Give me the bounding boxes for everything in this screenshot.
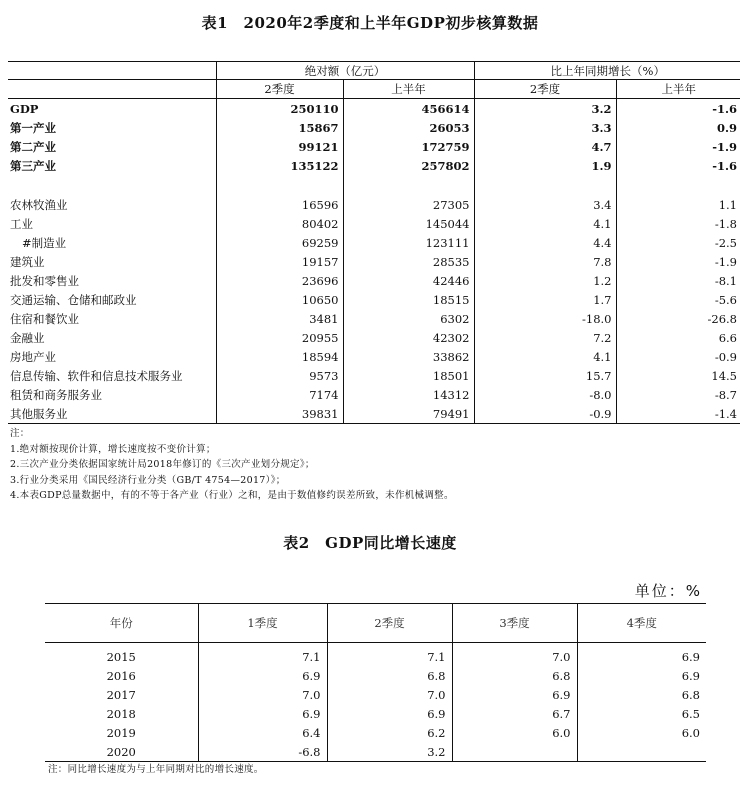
cell-h1-abs: 18515 — [343, 290, 474, 309]
table2-note: 注：同比增长速度为与上年同期对比的增长速度。 — [48, 764, 264, 775]
row-name: GDP — [10, 101, 39, 116]
cell-h1-abs: 123111 — [343, 233, 474, 252]
cell-q3: 6.9 — [452, 685, 577, 704]
table-row — [8, 347, 740, 366]
cell-q2-abs: 3481 — [216, 309, 343, 328]
cell-q1: 7.1 — [198, 643, 327, 667]
cell-q2-growth: 4.1 — [474, 347, 616, 366]
header-q3: 3季度 — [452, 604, 577, 643]
header-q1: 1季度 — [198, 604, 327, 643]
note-line: 1.绝对额按现价计算，增长速度按不变价计算； — [10, 443, 216, 455]
table-row — [8, 137, 740, 156]
cell-q1: 6.4 — [198, 723, 327, 742]
cell-year: 2016 — [106, 668, 136, 683]
cell-q2-growth: 3.4 — [474, 195, 616, 214]
table-row — [8, 252, 740, 271]
cell-h1-growth: -1.6 — [616, 156, 740, 175]
cell-h1-abs: 26053 — [343, 118, 474, 137]
table-row — [8, 328, 740, 347]
table1-header-group-row — [8, 62, 740, 80]
header-absolute-value: 绝对额（亿元） — [216, 62, 474, 80]
cell-h1-abs: 33862 — [343, 347, 474, 366]
cell-q1: 7.0 — [198, 685, 327, 704]
cell-q2: 3.2 — [327, 742, 452, 762]
cell-q1: 6.9 — [198, 704, 327, 723]
cell-q2-growth: 3.3 — [474, 118, 616, 137]
cell-q2-growth: 4.7 — [474, 137, 616, 156]
cell-q2-abs: 80402 — [216, 214, 343, 233]
cell-q2-growth: -18.0 — [474, 309, 616, 328]
cell-q4: 6.9 — [577, 643, 706, 667]
cell-h1-abs: 6302 — [343, 309, 474, 328]
cell-q4 — [577, 742, 706, 762]
cell-q2-abs: 9573 — [216, 366, 343, 385]
cell-h1-growth: -5.6 — [616, 290, 740, 309]
cell-h1-abs: 145044 — [343, 214, 474, 233]
cell-q2-growth: 4.4 — [474, 233, 616, 252]
row-name: 交通运输、仓储和邮政业 — [10, 292, 137, 307]
cell-q3 — [452, 742, 577, 762]
cell-q2-growth: 15.7 — [474, 366, 616, 385]
row-name: 其他服务业 — [8, 404, 216, 424]
cell-q2-abs: 250110 — [216, 99, 343, 119]
table-row — [8, 118, 740, 137]
table-row — [8, 214, 740, 233]
cell-year: 2020 — [45, 742, 198, 762]
subheader-h1-growth: 上半年 — [616, 80, 740, 99]
row-name: 金融业 — [10, 330, 45, 345]
row-name: 住宿和餐饮业 — [10, 311, 79, 326]
cell-h1-growth: -26.8 — [616, 309, 740, 328]
note-line: 3.行业分类采用《国民经济行业分类（GB/T 4754—2017）》； — [10, 474, 286, 486]
cell-h1-growth: -1.9 — [616, 137, 740, 156]
cell-h1-growth: 6.6 — [616, 328, 740, 347]
cell-q2-abs: 69259 — [216, 233, 343, 252]
cell-h1-growth: -1.9 — [616, 252, 740, 271]
table1-subheader-row — [8, 80, 740, 99]
row-name: 第二产业 — [10, 139, 56, 154]
cell-h1-growth: 1.1 — [616, 195, 740, 214]
cell-q2-growth: 1.9 — [474, 156, 616, 175]
unit-label: 单位：% — [634, 582, 702, 600]
header-q2: 2季度 — [327, 604, 452, 643]
cell-q1: -6.8 — [198, 742, 327, 762]
subheader-q2-growth: 2季度 — [474, 80, 616, 99]
cell-q3: 6.7 — [452, 704, 577, 723]
table-row — [8, 99, 740, 119]
cell-q4: 6.8 — [577, 685, 706, 704]
header-yoy-growth: 比上年同期增长（%） — [474, 62, 740, 80]
cell-q2-growth: 7.2 — [474, 328, 616, 347]
cell-h1-abs: 14312 — [343, 385, 474, 404]
table-row — [45, 723, 706, 742]
row-name: 第一产业 — [10, 120, 56, 135]
cell-h1-growth: -2.5 — [616, 233, 740, 252]
gdp-growth-table — [45, 603, 706, 762]
cell-q3: 6.0 — [452, 723, 577, 742]
cell-h1-abs: 27305 — [343, 195, 474, 214]
spacer-row — [8, 175, 740, 195]
cell-q2: 7.1 — [327, 643, 452, 667]
cell-q4: 6.5 — [577, 704, 706, 723]
cell-q2-abs: 39831 — [216, 404, 343, 424]
cell-year: 2017 — [106, 687, 136, 702]
cell-q2: 6.9 — [327, 704, 452, 723]
cell-h1-growth: -8.1 — [616, 271, 740, 290]
cell-q2-abs: 20955 — [216, 328, 343, 347]
cell-q3: 6.8 — [452, 666, 577, 685]
table-row — [45, 742, 706, 762]
cell-q2-abs: 99121 — [216, 137, 343, 156]
cell-q2-abs: 18594 — [216, 347, 343, 366]
cell-q2: 6.8 — [327, 666, 452, 685]
table-row — [8, 404, 740, 424]
cell-q2: 6.2 — [327, 723, 452, 742]
row-name: 房地产业 — [10, 349, 56, 364]
cell-q2-abs: 16596 — [216, 195, 343, 214]
cell-q1: 6.9 — [198, 666, 327, 685]
table-row — [8, 290, 740, 309]
row-name: 批发和零售业 — [10, 273, 79, 288]
cell-q2-abs: 15867 — [216, 118, 343, 137]
cell-h1-abs: 18501 — [343, 366, 474, 385]
table-row — [45, 666, 706, 685]
table2-title: 表2 GDP同比增长速度 — [283, 534, 457, 552]
cell-q2-abs: 23696 — [216, 271, 343, 290]
cell-q2-growth: -0.9 — [474, 404, 616, 424]
cell-year: 2019 — [106, 725, 136, 740]
note-line: 4.本表GDP总量数据中，有的不等于各产业（行业）之和，是由于数值修约误差所致，未作机械调整。 — [10, 490, 454, 501]
gdp-accounting-table — [8, 61, 740, 424]
cell-h1-growth: -0.9 — [616, 347, 740, 366]
cell-h1-abs: 257802 — [343, 156, 474, 175]
table-row — [45, 643, 706, 667]
cell-h1-abs: 79491 — [343, 404, 474, 424]
cell-year: 2018 — [106, 706, 136, 721]
cell-q2: 7.0 — [327, 685, 452, 704]
table-row — [8, 156, 740, 175]
cell-h1-abs: 42302 — [343, 328, 474, 347]
row-name: 工业 — [10, 216, 33, 231]
table1-notes — [10, 426, 454, 504]
row-name: 第三产业 — [10, 158, 56, 173]
cell-q4: 6.0 — [577, 723, 706, 742]
subheader-h1-abs: 上半年 — [343, 80, 474, 99]
subheader-q2-abs: 2季度 — [216, 80, 343, 99]
cell-h1-abs: 28535 — [343, 252, 474, 271]
cell-q2-abs: 19157 — [216, 252, 343, 271]
row-name: #制造业 — [22, 235, 67, 250]
cell-q2-abs: 135122 — [216, 156, 343, 175]
cell-h1-growth: -1.6 — [616, 99, 740, 119]
cell-h1-growth: 14.5 — [616, 366, 740, 385]
cell-h1-abs: 42446 — [343, 271, 474, 290]
table1-subheader-corner — [8, 80, 216, 99]
table1-title: 表1 2020年2季度和上半年GDP初步核算数据 — [201, 14, 539, 32]
cell-q3: 7.0 — [452, 643, 577, 667]
row-name: 农林牧渔业 — [10, 197, 68, 212]
cell-q2-growth: 1.2 — [474, 271, 616, 290]
table-row — [8, 233, 740, 252]
table-row — [8, 309, 740, 328]
cell-h1-abs: 456614 — [343, 99, 474, 119]
cell-h1-abs: 172759 — [343, 137, 474, 156]
cell-h1-growth: -1.8 — [616, 214, 740, 233]
table1-header-corner — [8, 62, 216, 80]
cell-h1-growth: -1.4 — [616, 404, 740, 424]
cell-h1-growth: 0.9 — [616, 118, 740, 137]
table-row — [8, 195, 740, 214]
note-heading: 注： — [10, 428, 30, 439]
table-row — [8, 385, 740, 404]
cell-q2-growth: -8.0 — [474, 385, 616, 404]
cell-q2-growth: 4.1 — [474, 214, 616, 233]
table-row — [45, 704, 706, 723]
header-q4: 4季度 — [577, 604, 706, 643]
table-row — [8, 366, 740, 385]
cell-q2-abs: 7174 — [216, 385, 343, 404]
row-name: 建筑业 — [10, 254, 45, 269]
row-name: 信息传输、软件和信息技术服务业 — [10, 368, 183, 383]
cell-q2-growth: 3.2 — [474, 99, 616, 119]
note-line: 2.三次产业分类依据国家统计局2018年修订的《三次产业划分规定》； — [10, 459, 315, 470]
cell-h1-growth: -8.7 — [616, 385, 740, 404]
table-row — [45, 685, 706, 704]
table2-header-row — [45, 604, 706, 643]
table-row — [8, 271, 740, 290]
cell-q2-growth: 7.8 — [474, 252, 616, 271]
header-year: 年份 — [45, 604, 198, 643]
row-name: 租赁和商务服务业 — [10, 387, 102, 402]
cell-q4: 6.9 — [577, 666, 706, 685]
cell-year: 2015 — [106, 649, 136, 664]
cell-q2-growth: 1.7 — [474, 290, 616, 309]
cell-q2-abs: 10650 — [216, 290, 343, 309]
